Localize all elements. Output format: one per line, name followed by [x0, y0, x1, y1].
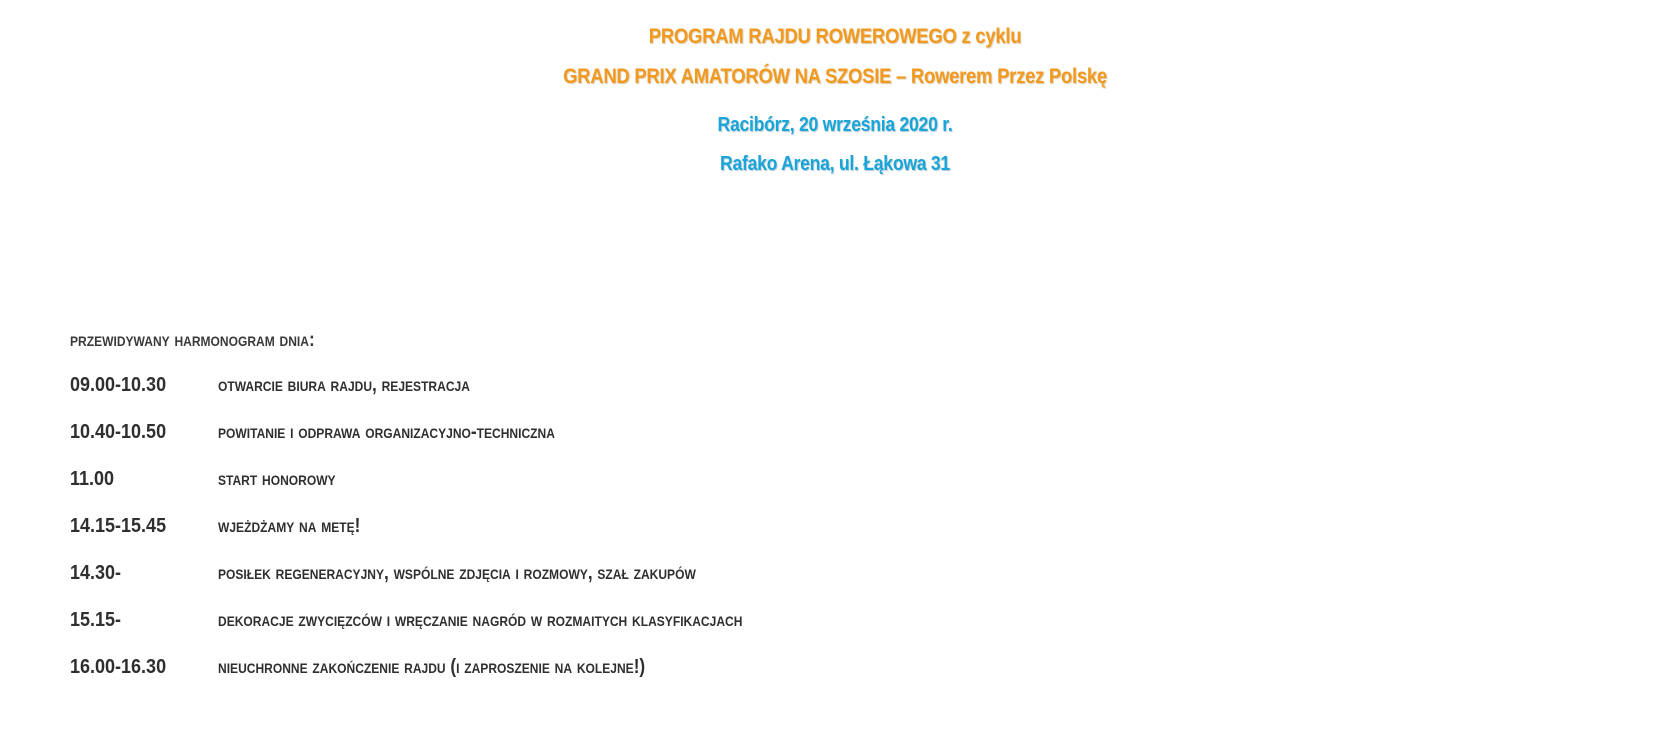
venue-address: Rafako Arena, ul. Łąkowa 31 [720, 153, 950, 175]
schedule-row [70, 512, 361, 559]
schedule-activity: nieuchronne zakończenie rajdu (i zaproszenie na kolejne!) [218, 656, 646, 678]
schedule-time: 16.00-16.30 [70, 656, 167, 678]
schedule-time: 14.15-15.45 [70, 515, 167, 537]
schedule-time: 15.15- [70, 609, 122, 631]
schedule-section [70, 326, 743, 700]
schedule-row [70, 559, 696, 606]
schedule-row [70, 418, 555, 465]
schedule-activity: wjeżdżamy na metę! [218, 515, 361, 537]
schedule-activity: dekoracje zwycięzców i wręczanie nagród w rozmaitych klasyfikacjach [218, 609, 743, 631]
schedule-activity: otwarcie biura rajdu, rejestracja [218, 374, 470, 396]
schedule-activity: posiłek regeneracyjny, wspólne zdjęcia i rozmowy, szał zakupów [218, 562, 696, 584]
series-title: GRAND PRIX AMATORÓW NA SZOSIE – Rowerem Przez Polskę [563, 65, 1107, 88]
schedule-row [70, 371, 470, 418]
schedule-time: 11.00 [70, 468, 115, 490]
place-date: Racibórz, 20 września 2020 r. [717, 114, 953, 136]
schedule-time: 10.40-10.50 [70, 421, 167, 443]
schedule-activity: powitanie i odprawa organizacyjno-techniczna [218, 421, 555, 443]
program-title: PROGRAM RAJDU ROWEROWEGO z cyklu [648, 25, 1022, 48]
schedule-row [70, 653, 646, 700]
schedule-time: 14.30- [70, 562, 122, 584]
schedule-row [70, 606, 743, 653]
schedule-heading: przewidywany harmonogram dnia: [70, 329, 315, 351]
document-header [0, 22, 1670, 178]
schedule-time: 09.00-10.30 [70, 374, 167, 396]
schedule-row [70, 465, 355, 512]
schedule-activity: start honorowy [218, 468, 336, 490]
